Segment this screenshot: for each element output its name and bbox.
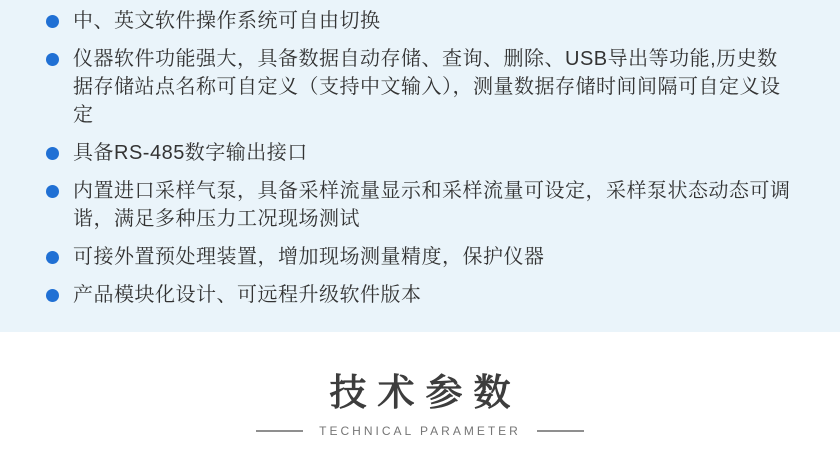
- feature-item: [46, 177, 795, 233]
- feature-item: [46, 7, 795, 35]
- feature-item: [46, 139, 795, 167]
- feature-item: [46, 281, 795, 309]
- feature-text: 可接外置预处理装置，增加现场测量精度，保护仪器: [73, 246, 545, 268]
- section-subtitle: TECHNICAL PARAMETER: [319, 424, 521, 438]
- feature-text: 内置进口采样气泵，具备采样流量显示和采样流量可设定，采样泵状态动态可调谐，满足多种压力工况现场测试: [73, 180, 791, 230]
- bullet-dot-icon: [46, 185, 59, 198]
- section-header: [0, 332, 840, 458]
- bullet-dot-icon: [46, 53, 59, 66]
- feature-item: [46, 243, 795, 271]
- feature-text: 具备RS-485数字输出接口: [73, 142, 308, 164]
- bullet-dot-icon: [46, 289, 59, 302]
- bullet-dot-icon: [46, 15, 59, 28]
- right-dash-divider: [537, 430, 584, 432]
- bullet-dot-icon: [46, 251, 59, 264]
- section-subtitle-row: [0, 424, 840, 438]
- feature-list: [46, 7, 795, 309]
- left-dash-divider: [256, 430, 303, 432]
- bullet-dot-icon: [46, 147, 59, 160]
- feature-item: [46, 45, 795, 129]
- feature-text: 产品模块化设计、可远程升级软件版本: [73, 284, 422, 306]
- feature-text: 仪器软件功能强大，具备数据自动存储、查询、删除、USB导出等功能,历史数据存储站点名称可自定义（支持中文输入），测量数据存储时间间隔可自定义设定: [73, 48, 781, 126]
- feature-text: 中、英文软件操作系统可自由切换: [73, 10, 381, 32]
- section-title: 技术参数: [329, 372, 522, 413]
